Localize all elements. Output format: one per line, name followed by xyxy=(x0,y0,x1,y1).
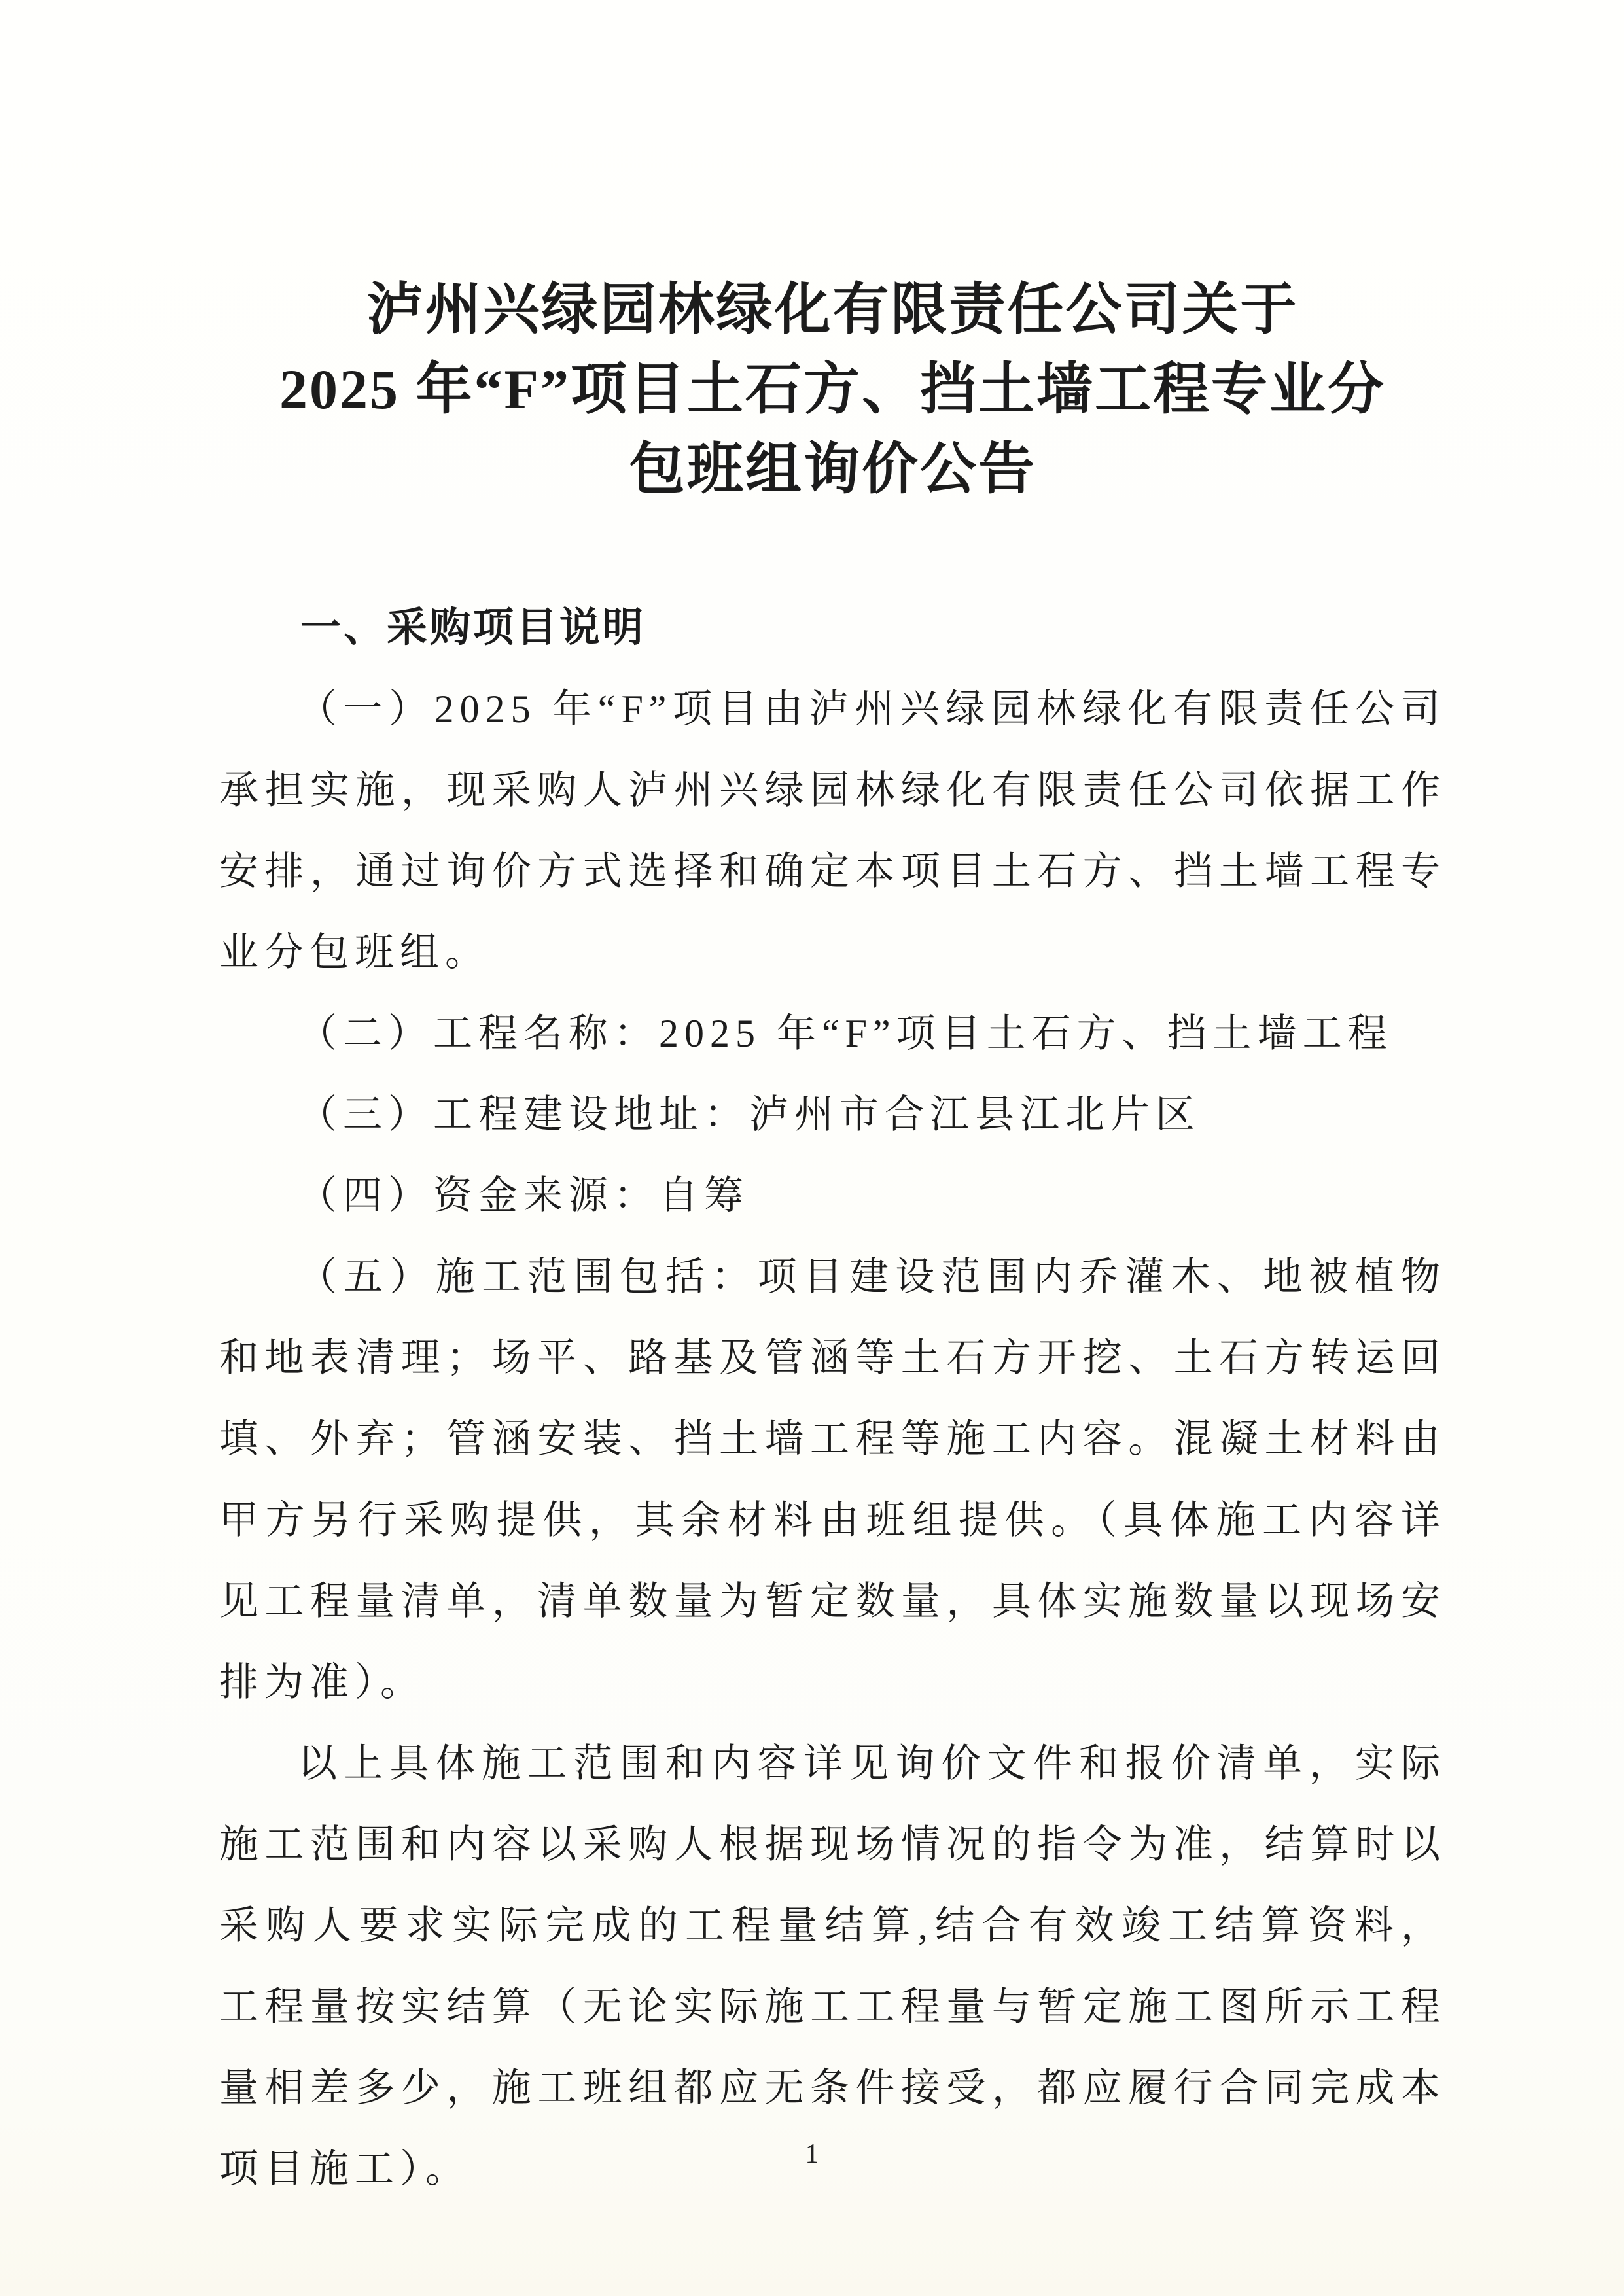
paragraph-item-4-funding-source: （四）资金来源：自筹 xyxy=(298,1174,749,1217)
paragraph-item-5-construction-scope: （五）施工范围包括：项目建设范围内乔灌木、地被植物和地表清理；场平、路基及管涵等土石方开挖、土石方转运回填、外弃；管涵安装、挡土墙工程等施工内容。混凝土材料由甲方另行采购提供，其余材料由班组提供。（具体施工内容详见工程量清单，清单数量为暂定数量，具体实施数量以现场安排为准）。 xyxy=(219,1255,1446,1704)
paragraph-scope-settlement-note: 以上具体施工范围和内容详见询价文件和报价清单，实际施工范围和内容以采购人根据现场情况的指令为准，结算时以采购人要求实际完成的工程量结算,结合有效竣工结算资料，工程量按实结算（无论实际施工工程量与暂定施工图所示工程量相差多少，施工班组都应无条件接受，都应履行合同完成本项目施工）。 xyxy=(219,1742,1446,2191)
paragraph-item-2-project-name: （二）工程名称：2025 年“F”项目土石方、挡土墙工程 xyxy=(298,1012,1393,1055)
title-line-3: 包班组询价公告 xyxy=(629,438,1036,500)
document-title xyxy=(219,270,1446,509)
page-number: 1 xyxy=(805,2139,819,2169)
document-content xyxy=(219,0,1446,2210)
title-line-1: 泸州兴绿园林绿化有限责任公司关于 xyxy=(366,278,1299,341)
section-heading-procurement-description: 一、采购项目说明 xyxy=(300,605,646,650)
paragraph-item-1: （一）2025 年“F”项目由泸州兴绿园林绿化有限责任公司承担实施，现采购人泸州兴绿园林绿化有限责任公司依据工作安排，通过询价方式选择和确定本项目土石方、挡土墙工程专业分包班组。 xyxy=(219,687,1446,974)
title-line-2: 2025 年“F”项目土石方、挡土墙工程专业分 xyxy=(279,358,1386,421)
paragraph-item-3-project-address: （三）工程建设地址：泸州市合江县江北片区 xyxy=(298,1093,1201,1136)
